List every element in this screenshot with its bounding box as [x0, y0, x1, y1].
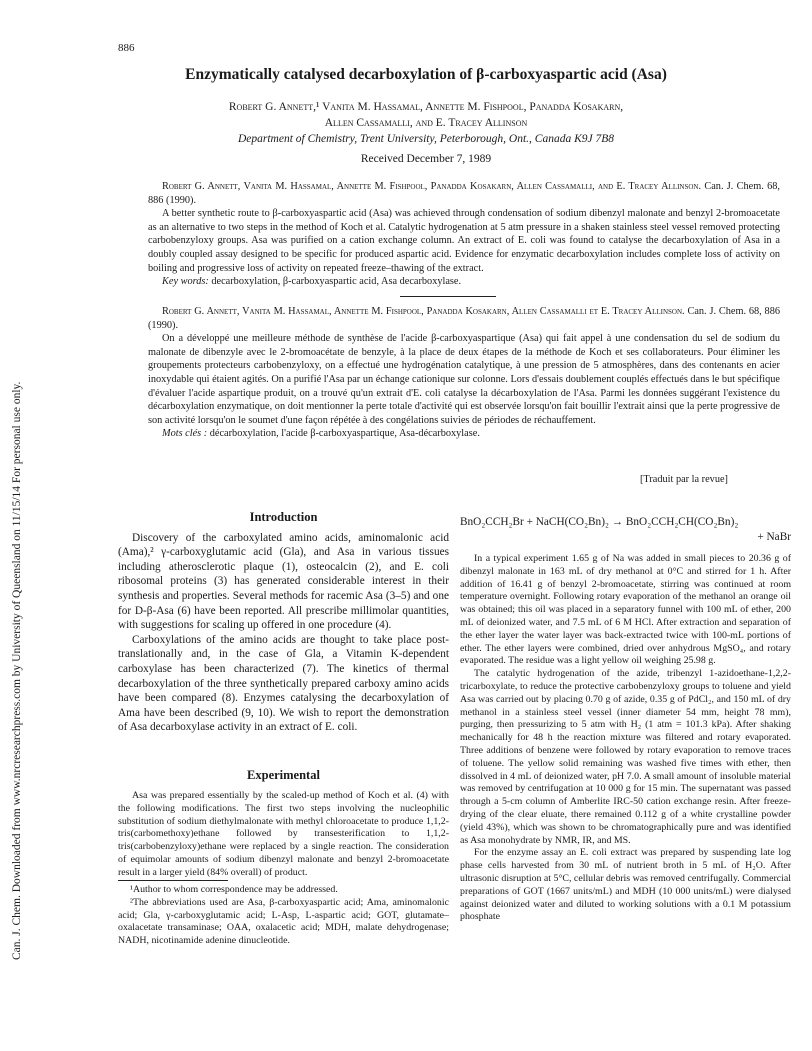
- translation-note: [Traduit par la revue]: [640, 474, 728, 485]
- author-line-2: Allen Cassamalli, and E. Tracey Allinson: [324, 117, 528, 129]
- methods-paragraph-1: In a typical experiment 1.65 g of Na was added in small pieces to 20.36 g of dibenzyl malonate in 163 mL of dry methanol at 0°C and stirred for 1 h. After addition of 16.41 g of benzyl 2-bromoacetate, stirring was continued at room temperature overnight. Following rotary evaporation of the methanol an orange oil was obtained; this oil was placed in a separatory funnel with 100 mL of ether, 200 mL of deionized water, and 7.5 mL of 6 M HCl. After extraction and separation of the ether layer the water layer was back-extracted twice with 100-mL portions of ether. The ether layers were combined, dried over anhydrous MgSO₄, and rotary evaporated. The residue was a light yellow oil weighing 25.98 g.: [460, 553, 791, 667]
- left-column-intro: [118, 510, 449, 735]
- abstract-divider: [400, 296, 496, 297]
- mots-cles-text: décarboxylation, l'acide β-carboxyaspartique, Asa-décarboxylase.: [209, 428, 480, 440]
- keywords-text: decarboxylation, β-carboxyaspartic acid, Asa decarboxylase.: [211, 276, 462, 288]
- footnotes: [118, 884, 449, 948]
- intro-paragraph-1: Discovery of the carboxylated amino acids, aminomalonic acid (Ama),² γ-carboxyglutamic acid (Gla), and Asa in various tissues including atherosclerotic plaque (1), osteocalcin (2), and E. coli ribosomal proteins (3) has generated considerable interest in their synthesis and properties. Several methods for racemic Asa (3–5) and one for D-β-Asa (6) have been reported. All prescribe millimolar quantities, with suggestions for scaling up offered in one procedure (4).: [118, 531, 449, 632]
- right-column-methods: [460, 553, 791, 924]
- affiliation: Department of Chemistry, Trent University, Peterborough, Ont., Canada K9J 7B8: [237, 133, 615, 145]
- author-list: [60, 99, 792, 131]
- abstract-english: [148, 180, 780, 289]
- methods-paragraph-2: The catalytic hydrogenation of the azide, tribenzyl 1-azidoethane-1,2,2-tricarboxylate, to reduce the protective carbobenzyloxy groups to toluene and yield Asa was carried out by placing 0.70 g of azide, 0.35 g of PdCl₂, and 150 mL of dry methanol in a stainless steel vessel (inner diameter 54 mm, height 78 mm), purging, then pressurizing to 5 atm with H₂ (1 atm = 101.3 kPa). After shaking mechanically for 48 h the reaction mixture was filtered and rotary evaporated. Three additions of benzene were followed by rotary evaporation to remove traces of toluene. The yellow solid remaining was washed five times with ether, then dissolved in 4 mL of deionized water, pH 7.0. A small amount of insoluble material was removed by centrifugation at 10 000 g for 15 min. The supernatant was passed through a 5-cm column of Amberlite IRC-50 cation exchange resin. After freeze-drying of the clear eluate, there remained 0.112 g of a white crystalline powder (yield 43%), which was shown to be chromatographically pure and was identified as Asa monohydrate by NMR, IR, and MS.: [460, 668, 791, 846]
- equation-line-2: + NaBr: [757, 531, 791, 543]
- abstract-text: A better synthetic route to β-carboxyaspartic acid (Asa) was achieved through condensation of sodium dibenzyl malonate and benzyl 2-bromoacetate as an alternative to two steps in the method of Koch et al. Catalytic hydrogenation at 5 atm pressure in a shaken stainless steel vessel removed protecting carbobenzyloxy groups. Asa was purified on a cation exchange column. An extract of E. coli was found to catalyse the decarboxylation of Asa in a doubly coupled assay designed to be specific for produced aspartic acid. Evidence for enzymatic decarboxylation includes complete loss of activity on boiling and progressive loss of activity on repeated freeze–thawing of the extract.: [148, 208, 780, 274]
- intro-paragraph-2: Carboxylations of the amino acids are thought to take place post-translationally and, in the case of Gla, a Vitamin K-dependent carboxylase has been characterized (7). The kinetics of thermal decarboxylation of the three synthetically prepared carboxy amino acids have been compared (8). Enzymes catalysing the decarboxylation of Ama have been described (9, 10). We wish to report the demonstration of Asa decarboxylase activity in an extract of E. coli.: [118, 633, 449, 734]
- footnote-rule: [118, 880, 228, 881]
- received-date: Received December 7, 1989: [360, 153, 492, 165]
- experimental-paragraph-1: Asa was prepared essentially by the scaled-up method of Koch et al. (4) with the following modifications. The first two steps involving the nucleophilic substitution of sodium diethylmalonate with methyl chloroacetate to produce 1,1,2-tris(carbomethoxy)ethane followed by transesterification to 1,1,2-tris(carbobenzyloxy)ethane were replaced by a single reaction. The consideration of equimolar amounts of sodium dibenzyl malonate and benzyl 2-bromoacetate result in a larger yield (84% overall) of product.: [118, 790, 449, 878]
- experimental-heading: Experimental: [247, 768, 320, 782]
- resume-text: On a développé une meilleure méthode de synthèse de l'acide β-carboxyaspartique (Asa) qui fait appel à une condensation du sel de sodium du malonate de dibenzyle avec le 2-bromoacétate de benzyle, à la place de deux étapes de la méthode de Koch et ses collaborateurs. Pour éliminer les groupements protecteurs carbobenzyloxy, on a effectué une hydrogénation catalytique, à une pression de 5 atmosphères, dans des contenants en acier inoxydable qui étaient agités. On a purifié l'Asa par un échange cationique sur colonne. Lors d'essais doublement couplés effectués dans le but spécifique d'évaluer l'acide aspartique produit, on a trouvé qu'un extrait d'E. coli catalyse la décarboxylation de l'Asa. Parmi les données suggérant l'existence du décarboxylation enzymatique, on doit mentionner la perte totale d'activité qui est observée lorsqu'on fait bouillir l'extrait ainsi que la perte progressive de son activité lorsqu'on le soumet d'une façon répétée à des congélations suivies de périodes de réchauffement.: [148, 333, 780, 426]
- resume-citation-journal: Can. J. Chem. 68, 886 (1990).: [148, 306, 781, 331]
- left-column-experimental: [118, 790, 449, 880]
- introduction-heading: Introduction: [249, 510, 318, 524]
- keywords: [148, 275, 780, 289]
- download-notice-text: Can. J. Chem. Downloaded from www.nrcresearchpress.com by University of Queensland on 11/15/14 For personal use only.: [11, 381, 23, 960]
- abstract-citation: [148, 180, 780, 207]
- abstract-citation-authors: Robert G. Annett, Vanita M. Hassamal, Annette M. Fishpool, Panadda Kosakarn, Allen Cassamalli, and E. Tracey Allinson.: [162, 181, 702, 192]
- resume-citation-authors: Robert G. Annett, Vanita M. Hassamal, Annette M. Fishpool, Panadda Kosakarn, Allen Cassamalli et E. Tracey Allinson.: [162, 306, 685, 317]
- paper-title: Enzymatically catalysed decarboxylation of β-carboxyaspartic acid (Asa): [185, 66, 667, 83]
- equation-line-1: BnO₂CCH₂Br + NaCH(CO₂Bn)₂ → BnO₂CCH₂CH(CO₂Bn)₂: [460, 516, 739, 528]
- abstract-citation-journal: Can. J. Chem. 68, 886 (1990).: [148, 181, 780, 206]
- methods-paragraph-3: For the enzyme assay an E. coli extract was prepared by suspending late log phase cells harvested from 30 mL of nutrient broth in 5 mL of H₂O. After ultrasonic disruption at 5°C, cellular debris was removed centrifugally. Commercial preparations of GOT (1667 units/mL) and MDH (10 000 units/mL) were dialysed against deionized water and diluted to working solutions with a 0.1 M potassium phosphate: [460, 847, 792, 923]
- mots-cles-label: Mots clés :: [162, 428, 208, 440]
- footnote-2: ²The abbreviations used are Asa, β-carboxyaspartic acid; Ama, aminomalonic acid; Gla, γ-carboxyglutamic acid; L-Asp, L-aspartic acid; GOT, glutamate–oxalacetate transaminase; OAA, oxalacetic acid; MDH, malate dehydrogenase; NADH, nicotinamide adenine dinucleotide.: [118, 896, 449, 947]
- page-number: 886: [118, 42, 135, 54]
- reaction-equation: [460, 515, 791, 545]
- footnote-1: ¹Author to whom correspondence may be addressed.: [130, 884, 338, 895]
- download-notice: [10, 240, 40, 960]
- mots-cles: [148, 427, 780, 441]
- left-column-experimental-heading: [118, 768, 449, 783]
- resume-citation: [148, 305, 780, 332]
- keywords-label: Key words:: [162, 276, 209, 288]
- abstract-french: [148, 305, 780, 441]
- author-line-1: Robert G. Annett,¹ Vanita M. Hassamal, Annette M. Fishpool, Panadda Kosakarn,: [228, 101, 624, 113]
